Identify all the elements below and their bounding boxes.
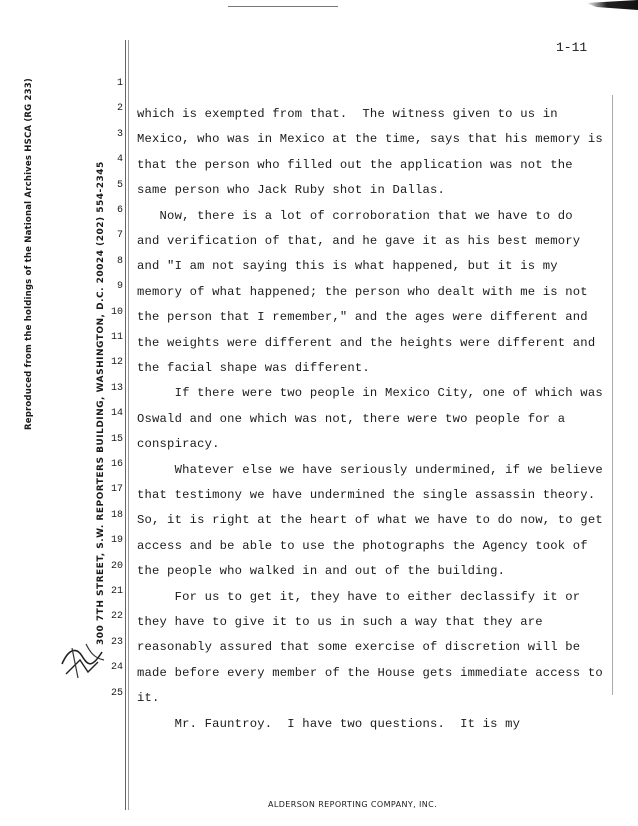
page-number: 1-11 xyxy=(556,40,588,55)
transcript-line: the people who walked in and out of the building. xyxy=(137,564,506,578)
line-number: 3 xyxy=(116,129,123,140)
line-number: 8 xyxy=(116,256,123,267)
handwritten-initials-mark xyxy=(58,638,108,684)
transcript-line: made before every member of the House gets immediate access to xyxy=(137,666,603,680)
transcript-line: Now, there is a lot of corroboration that we have to do xyxy=(137,209,573,223)
line-number: 25 xyxy=(110,688,123,699)
transcript-line: the weights were different and the heights were different and xyxy=(137,336,596,350)
line-number: 24 xyxy=(110,662,123,673)
line-number: 13 xyxy=(110,383,123,394)
line-number: 23 xyxy=(110,637,123,648)
transcript-line: and "I am not saying this is what happened, but it is my xyxy=(137,259,558,273)
transcript-line: and verification of that, and he gave it as his best memory xyxy=(137,234,581,248)
top-rule xyxy=(228,6,338,7)
line-number: 10 xyxy=(110,307,123,318)
line-number: 9 xyxy=(116,281,123,292)
line-number: 5 xyxy=(116,180,123,191)
transcript-line: they have to give it to us in such a way that they are xyxy=(137,615,543,629)
transcript-line: the facial shape was different. xyxy=(137,361,370,375)
transcript-line: So, it is right at the heart of what we have to do now, to get xyxy=(137,513,603,527)
transcript-line: memory of what happened; the person who dealt with me is not xyxy=(137,285,588,299)
transcript-line: Whatever else we have seriously undermined, if we believe xyxy=(137,463,603,477)
transcript-line: that the person who filled out the application was not the xyxy=(137,158,573,172)
transcript-line: For us to get it, they have to either declassify it or xyxy=(137,590,581,604)
footer-company: ALDERSON REPORTING COMPANY, INC. xyxy=(268,800,438,809)
transcript-line: access and be able to use the photographs the Agency took of xyxy=(137,539,588,553)
transcript-line: Mexico, who was in Mexico at the time, says that his memory is xyxy=(137,132,603,146)
transcript-line: which is exempted from that. The witness given to us in xyxy=(137,107,558,121)
margin-rule-left xyxy=(125,40,126,810)
line-number: 15 xyxy=(110,434,123,445)
reporter-side-note: 300 7TH STREET, S.W. REPORTERS BUILDING, WASHINGTON, D.C. 20024 (202) 554-2345 xyxy=(96,161,106,645)
line-number: 22 xyxy=(110,611,123,622)
line-number: 16 xyxy=(110,459,123,470)
margin-rule-right xyxy=(612,95,613,695)
transcript-line: the person that I remember," and the ages were different and xyxy=(137,310,588,324)
corner-scan-mark xyxy=(586,0,638,10)
margin-rule-left-inner xyxy=(128,40,129,810)
line-number: 12 xyxy=(110,357,123,368)
line-number: 18 xyxy=(110,510,123,521)
line-number: 4 xyxy=(116,154,123,165)
transcript-line: conspiracy. xyxy=(137,437,220,451)
line-number: 7 xyxy=(116,230,123,241)
transcript-line: If there were two people in Mexico City, one of which was xyxy=(137,386,603,400)
transcript-line: same person who Jack Ruby shot in Dallas. xyxy=(137,183,446,197)
line-number: 2 xyxy=(116,103,123,114)
line-number: 19 xyxy=(110,535,123,546)
transcript-line: Mr. Fauntroy. I have two questions. It is my xyxy=(137,717,521,731)
transcript-line: reasonably assured that some exercise of discretion will be xyxy=(137,640,581,654)
line-number: 14 xyxy=(110,408,123,419)
line-number: 11 xyxy=(110,332,123,343)
line-number: 20 xyxy=(110,561,123,572)
transcript-line: Oswald and one which was not, there were two people for a xyxy=(137,412,566,426)
line-number: 1 xyxy=(116,78,123,89)
transcript-line: that testimony we have undermined the single assassin theory. xyxy=(137,488,596,502)
line-number: 21 xyxy=(110,586,123,597)
transcript-line: it. xyxy=(137,691,160,705)
archive-side-note: Reproduced from the holdings of the National Archives HSCA (RG 233) xyxy=(24,78,34,430)
line-number: 17 xyxy=(110,484,123,495)
line-number: 6 xyxy=(116,205,123,216)
